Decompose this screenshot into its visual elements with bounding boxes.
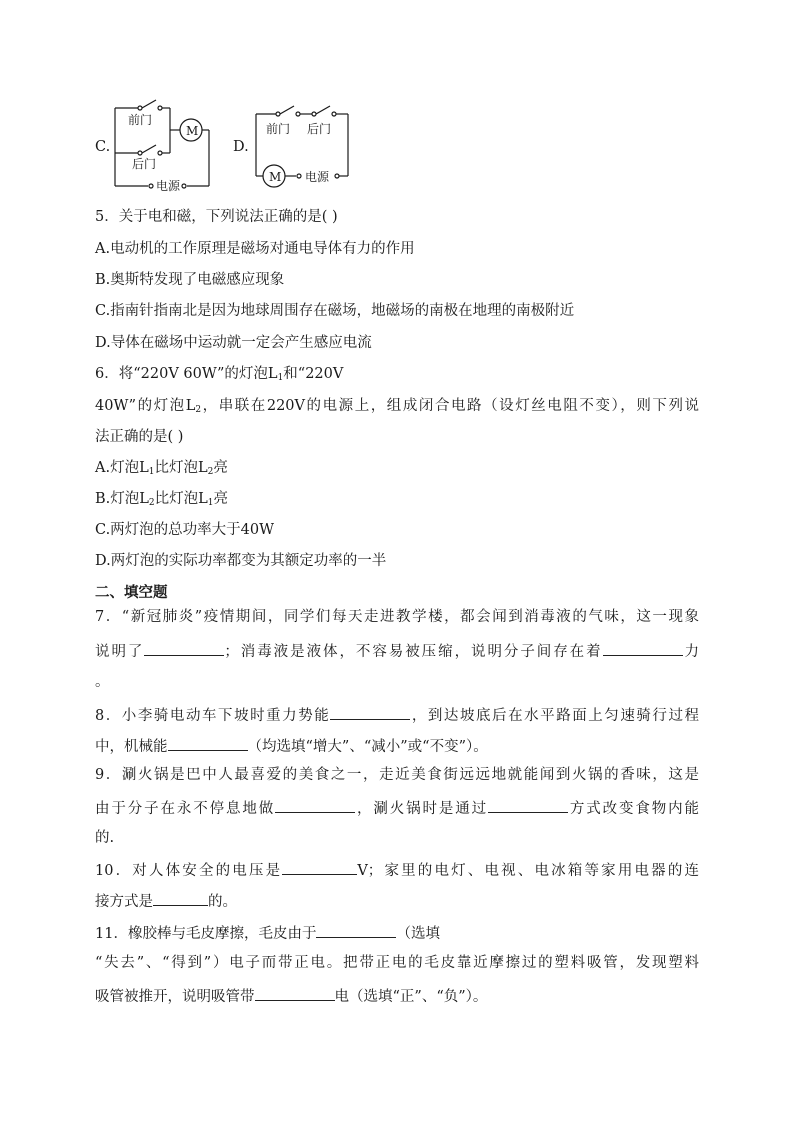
q10-line2: 接方式是 的。	[95, 890, 237, 912]
q5-option-d: D.导体在磁场中运动就一定会产生感应电流	[95, 335, 372, 351]
answer-blank[interactable]	[168, 735, 248, 751]
switch-blade-back	[142, 145, 156, 153]
answer-blank[interactable]	[255, 985, 335, 1001]
switch-blade-back	[316, 106, 330, 114]
label-back-door: 后门	[307, 122, 332, 136]
switch-contact	[312, 112, 316, 116]
q5-stem: 5．关于电和磁，下列说法正确的是( )	[95, 209, 338, 225]
answer-blank[interactable]	[316, 922, 396, 938]
label-back-door: 后门	[132, 157, 157, 171]
q5-option-a: A.电动机的工作原理是磁场对通电导体有力的作用	[95, 241, 415, 257]
q5-option-c: C.指南针指南北是因为地球周围存在磁场，地磁场的南极在地理的南极附近	[95, 303, 575, 319]
switch-contact	[138, 151, 142, 155]
answer-blank[interactable]	[282, 859, 357, 875]
q6-stem-line1: 6．将“220V 60W”的灯泡$L_1$和“220V	[95, 366, 344, 383]
motor-letter: M	[186, 124, 199, 138]
q6-option-a: A.灯泡$L_1$比灯泡$L_2$亮	[95, 460, 228, 477]
option-c-label: C.	[95, 139, 111, 155]
motor-letter: M	[269, 170, 282, 184]
label-power: 电源	[305, 170, 330, 184]
power-terminal	[149, 184, 153, 188]
q6-option-b: B.灯泡$L_2$比灯泡$L_1$亮	[95, 491, 229, 508]
switch-contact	[332, 112, 336, 116]
q7-line2: 说明了 ；消毒液是液体，不容易被压缩，说明分子间存在着 力	[95, 640, 699, 662]
switch-blade-front	[280, 106, 294, 114]
q11-line2: “失去”、“得到”）电子而带正电。把带正电的毛皮靠近摩擦过的塑料吸管，发现塑料	[95, 955, 699, 971]
q5-option-b: B.奥斯特发现了电磁感应现象	[95, 272, 285, 288]
label-power: 电源	[156, 179, 181, 193]
q6-option-d: D.两灯泡的实际功率都变为其额定功率的一半	[95, 553, 387, 569]
q7-line1: 7．“新冠肺炎”疫情期间，同学们每天走进教学楼，都会闻到消毒液的气味，这一现象	[95, 609, 699, 625]
switch-blade-front	[142, 100, 156, 108]
circuit-diagram-c	[108, 98, 218, 194]
option-d-label: D.	[233, 139, 249, 155]
q9-line2: 由于分子在永不停息地做 ，涮火锅时是通过 方式改变食物内能	[95, 797, 699, 819]
q6-stem-line3: 法正确的是( )	[95, 429, 184, 445]
answer-blank[interactable]	[603, 640, 683, 656]
q11-line1: 11．橡胶棒与毛皮摩擦，毛皮由于 （选填	[95, 922, 440, 944]
answer-blank[interactable]	[144, 640, 224, 656]
power-terminal	[297, 174, 301, 178]
q6-option-c: C.两灯泡的总功率大于40W	[95, 522, 275, 538]
power-terminal	[182, 184, 186, 188]
answer-blank[interactable]	[488, 797, 568, 813]
power-terminal	[335, 174, 339, 178]
switch-contact	[276, 112, 280, 116]
switch-contact	[158, 151, 162, 155]
q9-line3: 的.	[95, 830, 115, 846]
switch-contact	[296, 112, 300, 116]
q8-line1: 8．小李骑电动车下坡时重力势能 ，到达坡底后在水平路面上匀速骑行过程	[95, 704, 699, 726]
q9-line1: 9．涮火锅是巴中人最喜爱的美食之一，走近美食街远远地就能闻到火锅的香味，这是	[95, 767, 699, 783]
switch-contact	[158, 106, 162, 110]
q11-line3: 吸管被推开，说明吸管带 电（选填“正”、“负”）。	[95, 985, 487, 1007]
circuit-diagram-d	[250, 100, 354, 190]
label-front-door: 前门	[266, 122, 291, 136]
q7-line3: 。	[95, 674, 110, 690]
label-front-door: 前门	[128, 113, 153, 127]
q10-line1: 10．对人体安全的电压是 V；家里的电灯、电视、电冰箱等家用电器的连	[95, 859, 699, 881]
answer-blank[interactable]	[330, 704, 410, 720]
q6-stem-line2: 40W”的灯泡$L_2$，串联在220V的电源上，组成闭合电路（设灯丝电阻不变），则下列说	[95, 398, 699, 415]
q8-line2: 中，机械能 （均选填“增大”、“减小”或“不变”）。	[95, 735, 488, 757]
section-heading-fill-blank: 二、填空题	[95, 585, 168, 601]
answer-blank[interactable]	[153, 890, 208, 906]
answer-blank[interactable]	[275, 797, 355, 813]
switch-contact	[138, 106, 142, 110]
